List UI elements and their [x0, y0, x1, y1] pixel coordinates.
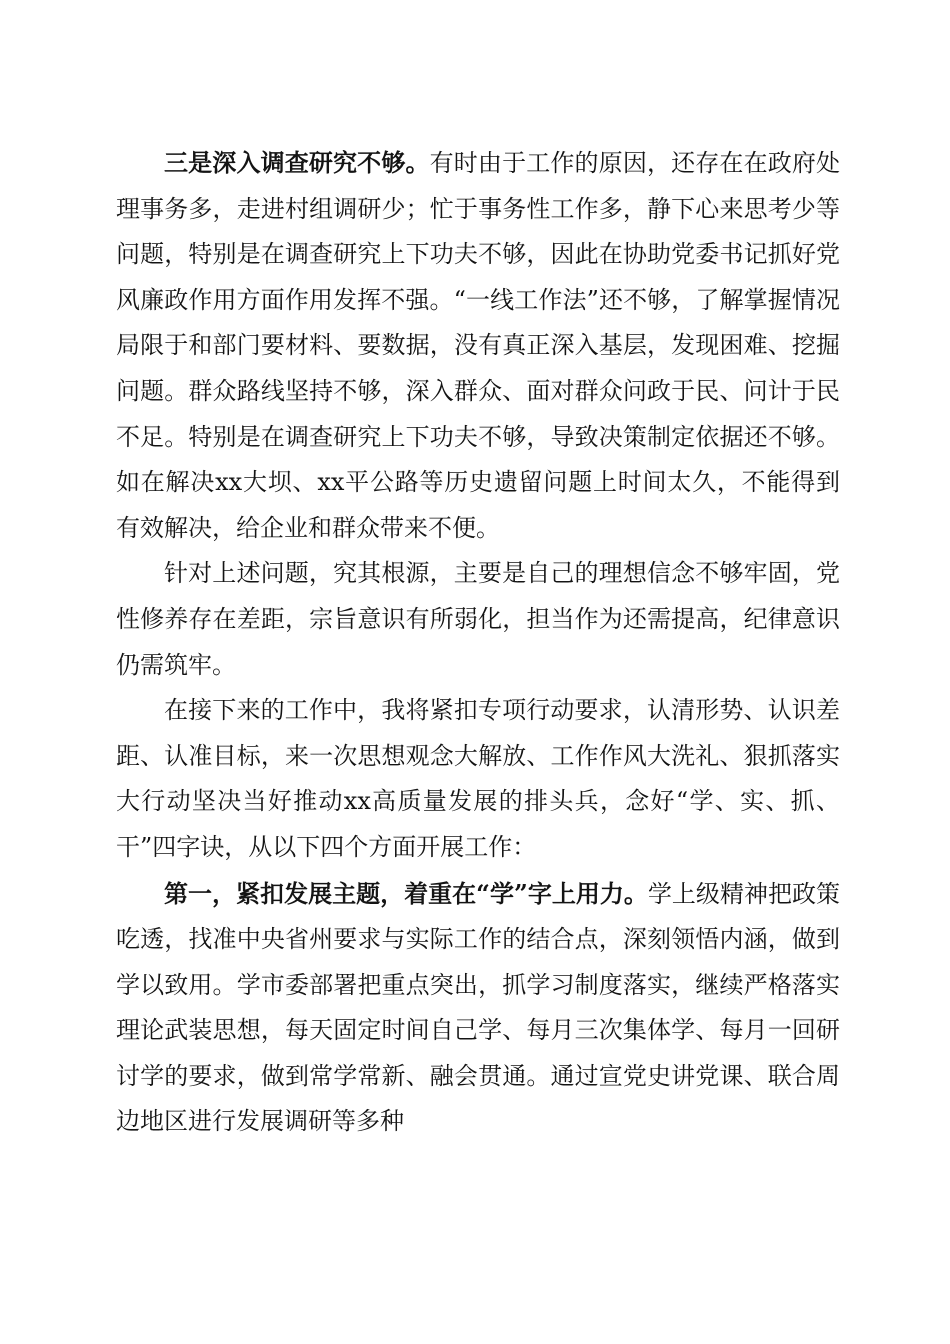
paragraph-investigation: [116, 140, 840, 551]
paragraph-text: 学上级精神把政策吃透，找准中央省州要求与实际工作的结合点，深刻领悟内涵，做到学以致用。学市委部署把重点突出，抓学习制度落实，继续严格落实理论武装思想，每天固定时间自己学、每月三次集体学、每月一回研讨学的要求，做到常学常新、融会贯通。通过宣党史讲党课、联合周边地区进行发展调研等多种: [116, 879, 841, 1136]
paragraph-root-cause: [116, 551, 840, 688]
paragraph-lead: 三是深入调查研究不够。: [164, 148, 430, 177]
paragraph-first-point: [116, 871, 840, 1146]
document-body: [116, 140, 840, 1145]
paragraph-next-steps: [116, 688, 840, 870]
paragraph-text: 在接下来的工作中，我将紧扣专项行动要求，认清形势、认识差距、认准目标，来一次思想观念大解放、工作作风大洗礼、狠抓落实大行动坚决当好推动xx高质量发展的排头兵，念好“学、实、抓、干”四字诀，从以下四个方面开展工作：: [116, 696, 840, 861]
paragraph-text: 针对上述问题，究其根源，主要是自己的理想信念不够牢固，党性修养存在差距，宗旨意识有所弱化，担当作为还需提高，纪律意识仍需筑牢。: [116, 559, 840, 679]
paragraph-text: 有时由于工作的原因，还存在在政府处理事务多，走进村组调研少；忙于事务性工作多，静下心来思考少等问题，特别是在调查研究上下功夫不够，因此在协助党委书记抓好党风廉政作用方面作用发挥不强。“一线工作法”还不够，了解掌握情况局限于和部门要材料、要数据，没有真正深入基层，发现困难、挖掘问题。群众路线坚持不够，深入群众、面对群众问政于民、问计于民不足。特别是在调查研究上下功夫不够，导致决策制定依据还不够。如在解决xx大坝、xx平公路等历史遗留问题上时间太久，不能得到有效解决，给企业和群众带来不便。: [116, 149, 841, 542]
paragraph-lead: 第一，紧扣发展主题，着重在“学”字上用力。: [164, 878, 648, 908]
